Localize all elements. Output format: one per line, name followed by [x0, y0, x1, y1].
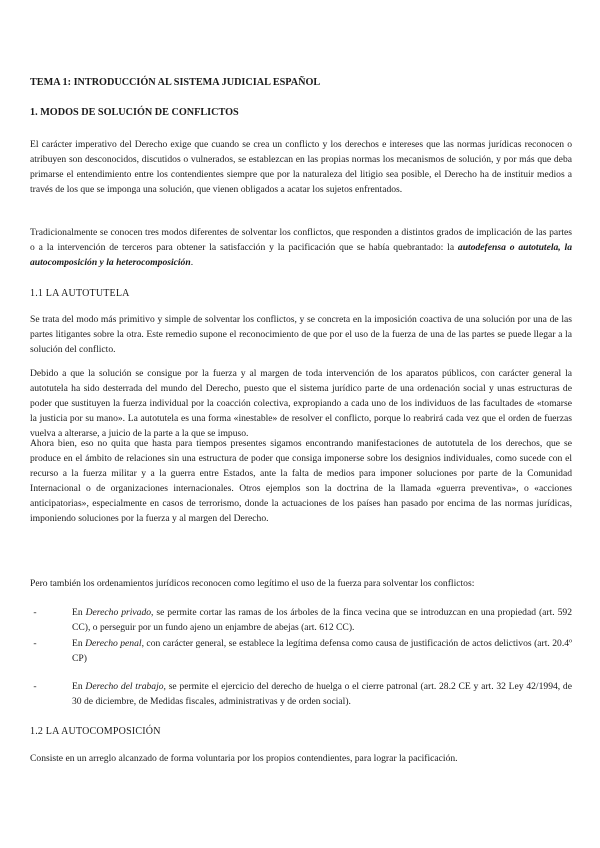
- list-item: [33, 679, 572, 709]
- document-title: TEMA 1: INTRODUCCIÓN AL SISTEMA JUDICIAL ESPAÑOL: [30, 77, 321, 88]
- list-item: [33, 605, 572, 635]
- list-item: [33, 636, 573, 666]
- section-1-heading: 1. MODOS DE SOLUCIÓN DE CONFLICTOS: [30, 107, 239, 118]
- section-1-paragraph-2-text: Tradicionalmente se conocen tres modos diferentes de solventar los conflictos, que responden a distintos grados de implicación de las partes o a la intervención de terceros para obtener la satisfacción y la pacificación que se había quebrantado: la: [30, 227, 572, 253]
- autotutela-paragraph-1: Se trata del modo más primitivo y simple de solventar los conflictos, y se concreta en la imposición coactiva de una solución por una de las partes litigantes sobre la otra. Este remedio supone el reconocimiento de que por el uso de la fuerza de una de las partes se puede llegar a la solución del conflicto.: [30, 314, 572, 355]
- list-item-prefix: En: [72, 607, 86, 618]
- conflict-modes-emphasis: autodefensa o autotutela, la autocomposición y la heterocomposición: [30, 242, 572, 268]
- list-item-emphasis: Derecho del trabajo: [85, 681, 164, 692]
- section-1-paragraph-2: [30, 225, 572, 270]
- autotutela-paragraph-4: Pero también los ordenamientos jurídicos reconocen como legítimo el uso de la fuerza para solventar los conflictos:: [30, 578, 475, 589]
- list-item-emphasis: Derecho penal: [85, 638, 142, 649]
- list-item-text: , con carácter general, se establece la legítima defensa como causa de justificación de actos delictivos (art. 20.4º CP): [72, 638, 573, 664]
- section-1-paragraph-2-end: .: [190, 257, 194, 268]
- list-item-emphasis: Derecho privado: [85, 607, 152, 618]
- list-dash: -: [33, 638, 37, 649]
- section-1-2-heading: 1.2 LA AUTOCOMPOSICIÓN: [30, 726, 161, 737]
- autotutela-paragraph-2: Debido a que la solución se consigue por la fuerza y al margen de toda intervención de los aparatos públicos, con carácter general la autotutela ha sido desterrada del mundo del Derecho, puesto que el sistema jurídico parte de una ordenación social y unas estructuras de poder que sustituyen la fuerza individual por la coacción colectiva, expropiando a cada uno de los individuos de las facultades de «tomarse la justicia por su mano». La autotutela es una forma «inestable» de resolver el conflicto, porque lo reabrirá cada vez que el orden de fuerzas vuelva a alterarse, a juicio de la parte a la que se impuso.: [30, 368, 572, 439]
- section-1-paragraph-1: El carácter imperativo del Derecho exige que cuando se crea un conflicto y los derechos e intereses que las normas jurídicas reconocen o atribuyen son desconocidos, discutidos o vulnerados, se establezcan en las propias normas los mecanismos de solución, y por más que deba primarse el entendimiento entre los contendientes siempre que por la naturaleza del litigio sea posible, el Derecho ha de instituir medios a través de los que se imponga una solución, que vienen obligados a acatar los sujetos enfrentados.: [30, 139, 572, 195]
- list-item-prefix: En: [72, 638, 86, 649]
- list-item-prefix: En: [72, 681, 86, 692]
- list-dash: -: [33, 607, 37, 618]
- section-1-1-heading: 1.1 LA AUTOTUTELA: [30, 288, 130, 299]
- autocomposicion-paragraph-1: Consiste en un arreglo alcanzado de forma voluntaria por los propios contendientes, para lograr la pacificación.: [30, 753, 458, 764]
- autotutela-paragraph-3: Ahora bien, eso no quita que hasta para tiempos presentes sigamos encontrando manifestaciones de autotutela de los derechos, que se produce en el ámbito de relaciones sin una estructura de poder que consiga imponerse sobre los designios individuales, como sucede con el recurso a la fuerza militar y a la guerra entre Estados, ante la falta de medios para imponer soluciones por parte de la Comunidad Internacional o de organizaciones internacionales. Otros ejemplos son la doctrina de la llamada «guerra preventiva», o «acciones anticipatorias», especialmente en casos de terrorismo, donde la actuaciones de los países han pasado por encima de las normas jurídicas, imponiendo soluciones por la fuerza y al margen del Derecho.: [30, 438, 572, 524]
- list-item-text: , se permite el ejercicio del derecho de huelga o el cierre patronal (art. 28.2 CE y art. 32 Ley 42/1994, de 30 de diciembre, de Medidas fiscales, administrativas y de orden social).: [72, 681, 572, 707]
- list-dash: -: [33, 681, 37, 692]
- list-item-text: , se permite cortar las ramas de los árboles de la finca vecina que se introduzcan en una propiedad (art. 592 CC), o perseguir por un fundo ajeno un enjambre de abejas (art. 612 CC).: [72, 607, 572, 633]
